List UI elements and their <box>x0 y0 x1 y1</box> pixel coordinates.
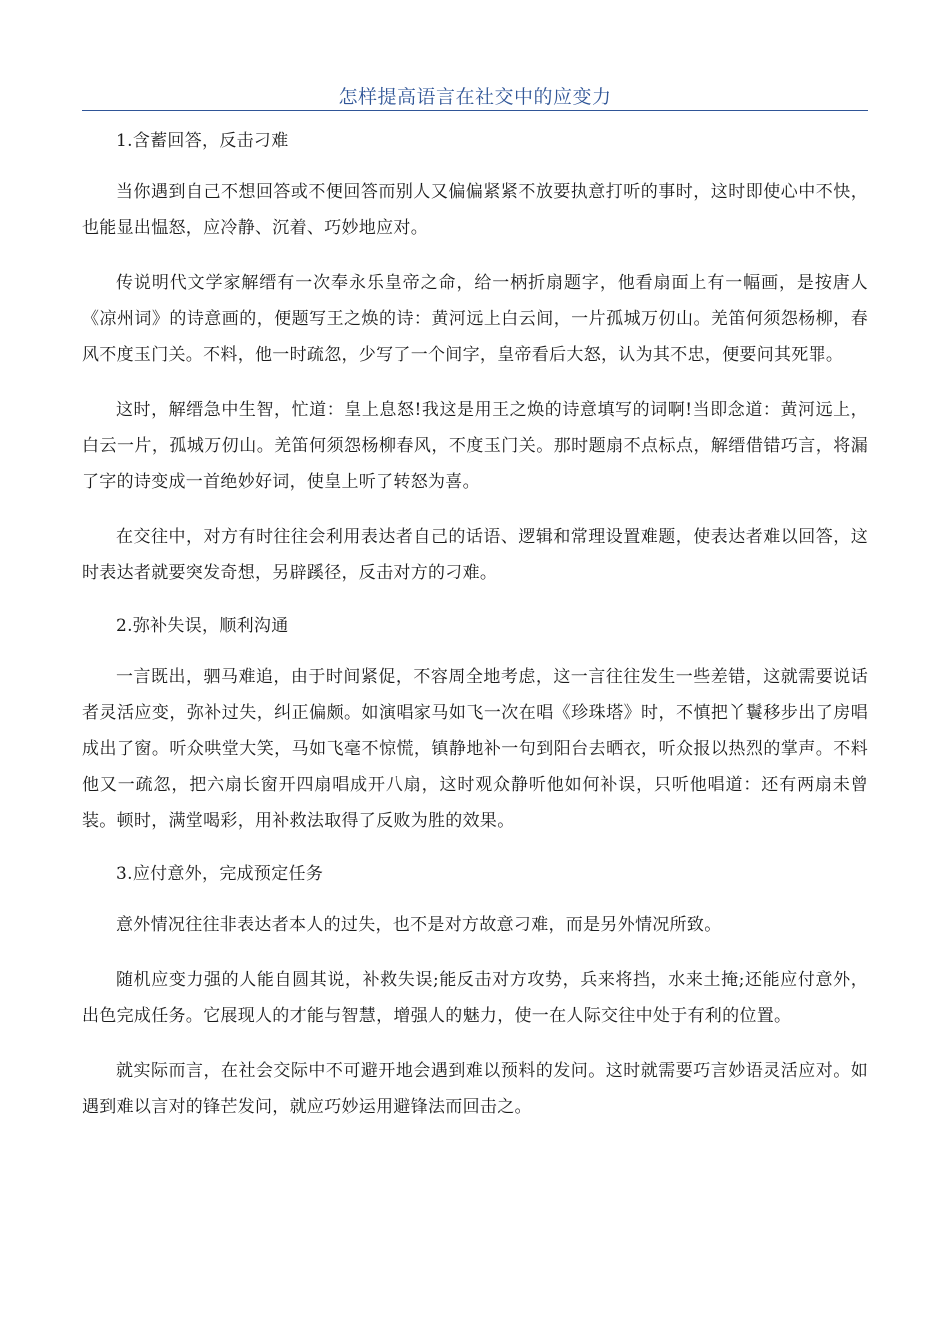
section-heading: 2.弥补失误，顺利沟通 <box>116 616 289 636</box>
paragraph: 传说明代文学家解缙有一次奉永乐皇帝之命，给一柄折扇题字，他看扇面上有一幅画，是按唐人《凉州词》的诗意画的，便题写王之焕的诗：黄河远上白云间，一片孤城万仞山。羌笛何须怨杨柳，春风不度玉门关。不料，他一时疏忽，少写了一个间字，皇帝看后大怒，认为其不忠，便要问其死罪。 <box>82 273 868 365</box>
paragraph: 就实际而言，在社会交际中不可避开地会遇到难以预料的发问。这时就需要巧言妙语灵活应对。如遇到难以言对的锋芒发问，就应巧妙运用避锋法而回击之。 <box>82 1061 868 1117</box>
section-heading: 1.含蓄回答，反击刁难 <box>116 131 289 151</box>
document-body <box>82 125 868 1144</box>
section-heading: 3.应付意外，完成预定任务 <box>116 864 324 884</box>
paragraph: 当你遇到自己不想回答或不便回答而别人又偏偏紧紧不放要执意打听的事时，这时即使心中不快，也能显出愠怒，应冷静、沉着、巧妙地应对。 <box>82 182 868 238</box>
paragraph: 意外情况往往非表达者本人的过失，也不是对方故意刁难，而是另外情况所致。 <box>116 915 722 935</box>
paragraph: 一言既出，驷马难追，由于时间紧促，不容周全地考虑，这一言往往发生一些差错，这就需要说话者灵活应变，弥补过失，纠正偏颇。如演唱家马如飞一次在唱《珍珠塔》时，不慎把丫鬟移步出了房唱成出了窗。听众哄堂大笑，马如飞毫不惊慌，镇静地补一句到阳台去晒衣，听众报以热烈的掌声。不料他又一疏忽，把六扇长窗开四扇唱成开八扇，这时观众静听他如何补误，只听他唱道：还有两扇未曾装。顿时，满堂喝彩，用补救法取得了反败为胜的效果。 <box>82 667 868 831</box>
document-header <box>82 78 868 111</box>
paragraph: 这时，解缙急中生智，忙道：皇上息怒!我这是用王之焕的诗意填写的词啊!当即念道：黄河远上，白云一片，孤城万仞山。羌笛何须怨杨柳春风，不度玉门关。那时题扇不点标点，解缙借错巧言，将漏了字的诗变成一首绝妙好词，使皇上听了转怒为喜。 <box>82 400 868 492</box>
paragraph: 随机应变力强的人能自圆其说，补救失误;能反击对方攻势，兵来将挡，水来土掩;还能应付意外，出色完成任务。它展现人的才能与智慧，增强人的魅力，使一在人际交往中处于有利的位置。 <box>82 970 868 1026</box>
document-title: 怎样提高语言在社交中的应变力 <box>338 86 612 108</box>
paragraph: 在交往中，对方有时往往会利用表达者自己的话语、逻辑和常理设置难题，使表达者难以回答，这时表达者就要突发奇想，另辟蹊径，反击对方的刁难。 <box>82 527 868 583</box>
